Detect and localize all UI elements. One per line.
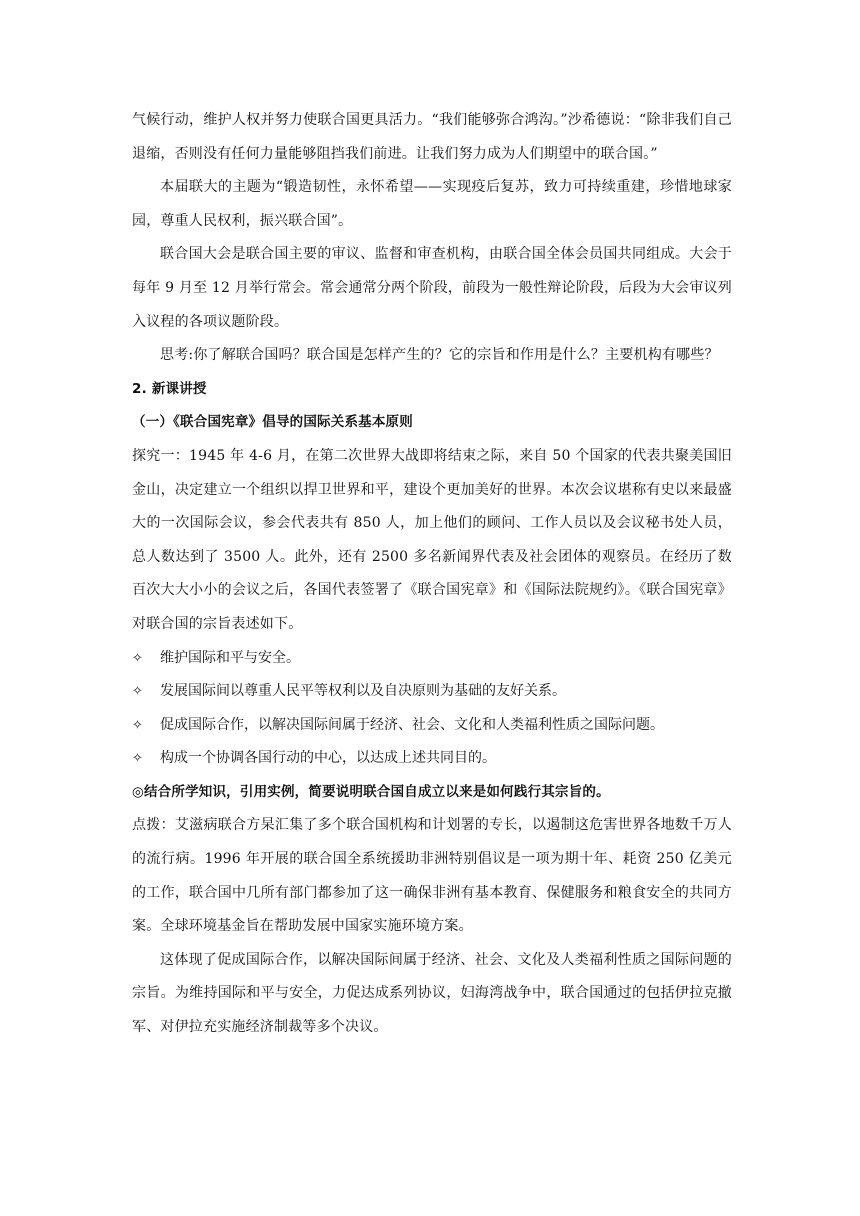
un-purposes-list [132,642,732,776]
bullet-icon: ✧ [132,650,143,666]
question-prompt: ◎结合所学知识，引用实例，简要说明联合国自成立以来是如何践行其宗旨的。 [132,783,610,800]
bullet-icon: ✧ [132,717,143,733]
subsection-heading: （一）《联合国宪章》倡导的国际关系基本原则 [132,414,413,431]
list-item [132,642,732,676]
section-heading: 2. 新课讲授 [132,380,207,397]
paragraph-theme: 本届联大的主题为“锻造韧性，永怀希望——实现疫后复苏，致力可持续重建，珍惜地球家园，尊重人民权利，振兴联合国”。 [132,179,732,229]
list-item [132,709,732,743]
paragraph-conclusion: 这体现了促成国际合作，以解决国际间属于经济、社会、文化及人类福利性质之国际问题的宗旨。为维持国际和平与安全，力促达成系列协议，妇海湾战争中，联合国通过的包括伊拉克撤军、对伊拉充实施经济制裁等多个决议。 [132,951,732,1036]
list-item-text: 维护国际和平与安全。 [160,649,300,666]
paragraph-general-assembly: 联合国大会是联合国主要的审议、监督和审查机构，由联合国全体会员国共同组成。大会于每年 9 月至 12 月举行常会。常会通常分两个阶段，前段为一般性辩论阶段，后段为大会审议列入议程的各项议题阶段。 [132,246,732,330]
list-item [132,742,732,776]
list-item-text: 促成国际合作，以解决国际间属于经济、社会、文化和人类福利性质之国际问题。 [160,716,664,733]
list-item [132,675,732,709]
paragraph-intro-continued: 气候行动，维护人权并努力使联合国更具活力。“我们能够弥合鸿沟。”沙希德说：“除非我们自己退缩，否则没有任何力量能够阻挡我们前进。让我们努力成为人们期望中的联合国。” [132,112,732,162]
paragraph-think-question: 思考:你了解联合国吗？联合国是怎样产生的？它的宗旨和作用是什么？主要机构有哪些？ [160,347,719,364]
bullet-icon: ✧ [132,684,143,700]
list-item-text: 发展国际间以尊重人民平等权利以及自决原则为基础的友好关系。 [160,683,566,700]
paragraph-explore: 探究一：1945 年 4-6 月，在第二次世界大战即将结束之际，来自 50 个国家的代表共聚美国旧金山，决定建立一个组织以捍卫世界和平，建设个更加美好的世界。本次会议堪称有史以来最盛大的一次国际会议，参会代表共有 850 人，加上他们的顾问、工作人员以及会议秘书处人员，总人数达到了 3500 人。此外，还有 2500 多名新闻界代表及社会团体的观察员。在经历了数百次大大小小的会议之后，各国代表签署了《联合国宪章》和《国际法院规约》。《联合国宪章》对联合国的宗旨表述如下。 [132,447,732,632]
paragraph-hint: 点拨：艾滋病联合方杲汇集了多个联合国机构和计划署的专长，以遏制这危害世界各地数千万人的流行病。1996 年开展的联合国全系统援助非洲特别倡议是一项为期十年、耗资 250 亿美元的工作，联合国中几所有部门都参加了这一确保非洲有基本教育、保健服务和粮食安全的共同方案。全球环境基金旨在帮助发展中国家实施环境方案。 [132,817,732,935]
list-item-text: 构成一个协调各国行动的中心，以达成上述共同目的。 [160,750,496,767]
bullet-icon: ✧ [132,751,143,767]
